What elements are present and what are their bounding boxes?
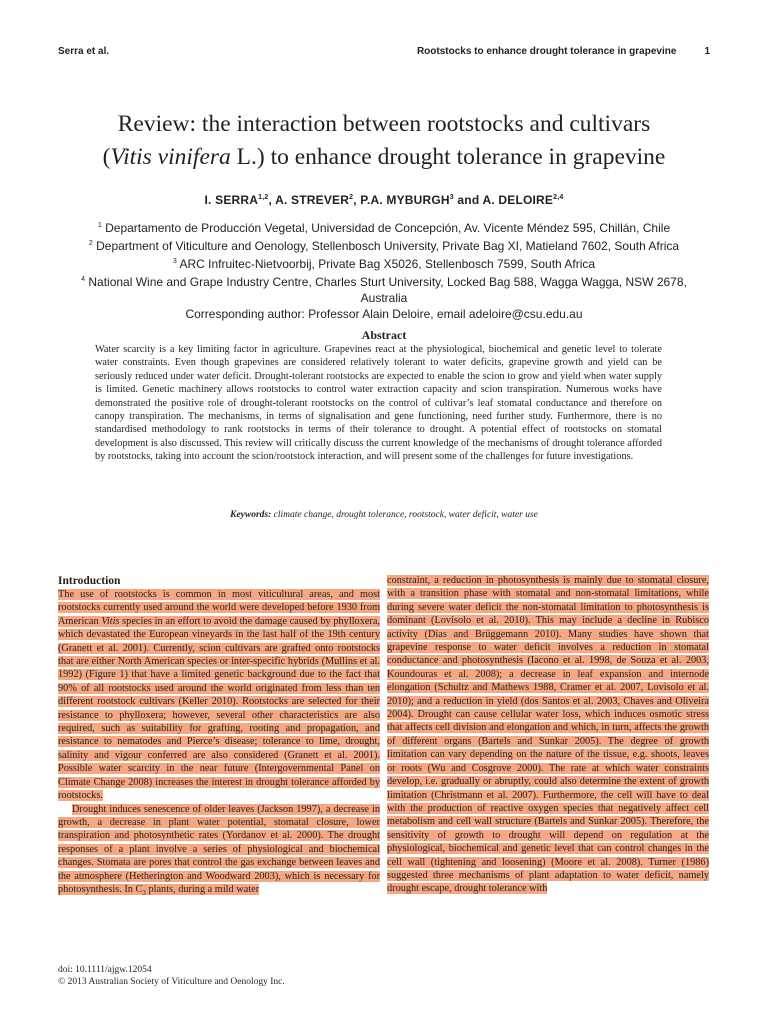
- page-number: 1: [704, 46, 710, 57]
- running-title: Rootstocks to enhance drought tolerance in grapevine: [416, 46, 677, 57]
- title-line-2: [40, 141, 728, 174]
- highlight: [58, 589, 380, 801]
- left-column: [58, 574, 380, 900]
- subscript: 3: [142, 888, 146, 897]
- author-name: and A. DELOIRE: [453, 193, 554, 207]
- abstract-text: Water scarcity is a key limiting factor in agriculture. Grapevines react at the physiological, biochemical and genetic level to tolerate water constraints. Even though grapevines are considered relatively tolerant to water deficits, grapevine growth and yield can be seriously reduced under water deficit. Drought-tolerant rootstocks are expected to enable the scion to grow and yield when water supply is limited. Genetic machinery allows rootstocks to control water extraction capacity and scion transpiration. Numerous works have demonstrated the positive role of drought-tolerant rootstocks on the control of cultivar’s leaf stomatal conductance and therefore on canopy transpiration. The mechanisms, in terms of signalisation and gene functioning, need further study. Furthermore, there is no standardised methodology to rank rootstocks in terms of their tolerance to drought. A potential effect of rootstocks on stomatal development is also discussed. This review will critically discuss the current knowledge of the mechanisms of drought tolerance afforded by rootstocks, taking into account the scion/rootstock interaction, and will present some of the challenges for future investigations.: [95, 344, 662, 463]
- author-sup: 2: [349, 194, 354, 201]
- affiliation-sup: 2: [88, 240, 93, 247]
- keywords-label: Keywords:: [230, 510, 272, 520]
- title-line-2-rest: L.) to enhance drought tolerance in grapevine: [230, 144, 666, 170]
- author-name: I. SERRA: [204, 193, 259, 207]
- paper-title: [40, 108, 728, 174]
- corresponding-author: Corresponding author: Professor Alain Deloire, email adeloire@csu.edu.au: [185, 307, 583, 321]
- paragraph: [387, 574, 709, 896]
- paragraph-text: species in an effort to avoid the damage caused by phylloxera, which devastated the European vineyards in the last half of the 19th century (Granett et al. 2001). Currently, scion cultivars are grafted onto rootstocks that are either North American species or inter-specific hybrids (Mullins et al. 1992) (Figure 1) that have a limited genetic background due to the fact that 90% of all rootstocks used around the world originated from less than ten different rootstock cultivars (Keller 2010). Rootstocks are selected for their resistance to phylloxera; however, several other characteristics are also required, such as suitability for grafting, rooting and propagation, and resistance to nematodes and Pierce’s disease; tolerance to lime, drought, salinity and vigour conferred are also considered (Granett et al. 2001). Possible water scarcity in the near future (Intergovernmental Panel on Climate Change 2008) increases the interest in drought tolerance afforded by rootstocks.: [58, 615, 380, 802]
- paragraph: [58, 803, 380, 901]
- affiliation-sup: 4: [81, 276, 86, 283]
- highlight: constraint, a reduction in photosynthesis is mainly due to stomatal closure, with a transition phase with stomatal and non-stomatal limitations, while during severe water deficit the non-stomatal limitation to photosynthesis is dominant (Lovisolo et al. 2010). This may include a decline in Rubisco activity (Dias and Brüggemann 2010). Many studies have shown that grapevine response to water deficit involves a reduction in stomatal conductance and photosynthesis (Iacono et al. 1998, de Souza et al. 2003, Koundouras et al. 2008); a decrease in leaf expansion and internode elongation (Schultz and Mathews 1988, Cramer et al. 2007, Lovisolo et al. 2010); and a reduction in yield (dos Santos et al. 2003, Chaves and Oliveira 2004). Drought can cause cellular water loss, which induces osmotic stress that affects cell division and elongation and which, in turn, affects the growth of different organs (Bartels and Sunkar 2005). The degree of growth limitation can vary depending on the nature of the tissue, e.g. shoots, leaves or roots (Wu and Cosgrove 2000). The rate at which water constraints develop, i.e. gradually or abruptly, could also determine the extent of growth limitation (Christmann et al. 2007). Furthermore, the cell will have to deal with the production of reactive oxygen species that negatively affect cell metabolism and cell wall structure (Bartels and Sunkar 2005). Therefore, the sensitivity of growth to drought will depend on regulation at the physiological, biochemical and genetic level that can control changes in the cell wall (tightening and loosening) (Moore et al. 2008). Turner (1986) suggested three mechanisms of plant adaptation to water deficit, namely drought escape, drought tolerance with: [387, 575, 709, 895]
- affiliation-text: National Wine and Grape Industry Centre, Charles Sturt University, Locked Bag 588, Wagga Wagga, NSW 2678, Australia: [85, 275, 687, 305]
- affiliation-sup: 1: [97, 222, 102, 229]
- paragraph-italic: Vitis: [101, 615, 120, 627]
- affiliations: [60, 218, 708, 322]
- affiliation: [60, 218, 708, 236]
- footer: [58, 964, 285, 988]
- title-line-1: Review: the interaction between rootstocks and cultivars: [117, 111, 651, 137]
- running-header-title: [417, 46, 710, 57]
- affiliation-sup: 3: [172, 258, 177, 265]
- affiliation: [60, 272, 708, 306]
- keywords-text: climate change, drought tolerance, rootstock, water deficit, water use: [271, 510, 538, 520]
- author-sup: 1,2: [258, 194, 269, 201]
- keywords: [0, 510, 768, 520]
- affiliation: [60, 254, 708, 272]
- affiliation-text: Departamento de Producción Vegetal, Universidad de Concepción, Av. Vicente Méndez 595, Chillán, Chile: [101, 221, 671, 235]
- doi: doi: 10.1111/ajgw.12054: [58, 965, 152, 975]
- running-header-authors: Serra et al.: [58, 46, 110, 57]
- author-sup: 3: [449, 194, 454, 201]
- paragraph-text: Drought induces senescence of older leaves (Jackson 1997), a decrease in growth, a decrease in plant water potential, stomatal closure, lower transpiration and photosynthetic rates (Yordanov et al. 2000). The drought responses of a plant involve a series of physiological and biochemical changes. Stomata are pores that control the gas exchange between leaves and the atmosphere (Hetherington and Woodward 2003), which is necessary for photosynthesis. In C: [58, 803, 380, 895]
- affiliation-text: Department of Viticulture and Oenology, Stellenbosch University, Private Bag XI, Matieland 7602, South Africa: [92, 239, 680, 253]
- affiliation: [60, 236, 708, 254]
- abstract-heading: Abstract: [361, 328, 407, 342]
- author-name: , A. STREVER: [268, 193, 350, 207]
- paragraph-text: plants, during a mild water: [145, 883, 260, 895]
- highlight: [58, 804, 380, 895]
- title-paren: (: [102, 144, 111, 170]
- affiliation-text: ARC Infruitec-Nietvoorbij, Private Bag X5026, Stellenbosch 7599, South Africa: [176, 257, 596, 271]
- author-sup: 2,4: [553, 194, 564, 201]
- right-column: [387, 574, 709, 896]
- author-list: [40, 193, 728, 207]
- section-heading: Introduction: [58, 575, 121, 587]
- paragraph-text: The use of rootstocks is common in most viticultural areas, and most rootstocks currently used around the world were developed before 1930 from American: [58, 589, 380, 627]
- author-name: , P.A. MYBURGH: [353, 193, 450, 207]
- title-species: Vitis vinifera: [110, 144, 231, 170]
- copyright: © 2013 Australian Society of Viticulture and Oenology Inc.: [58, 977, 285, 987]
- paragraph: [58, 588, 380, 803]
